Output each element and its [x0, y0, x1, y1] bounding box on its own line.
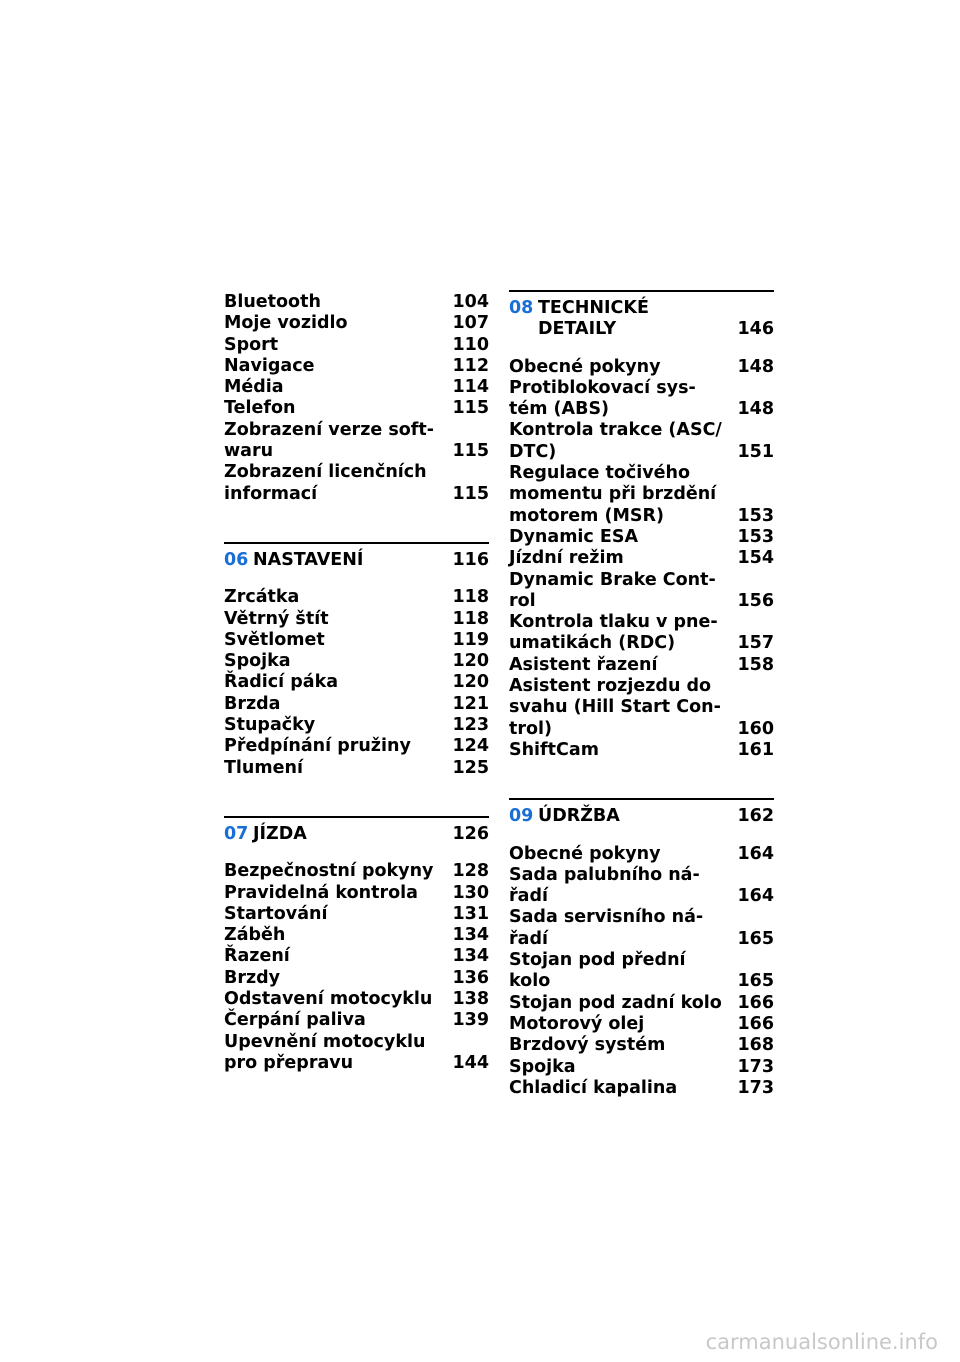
toc-entry-title: Spojka	[224, 651, 291, 672]
toc-entry-page: 115	[452, 441, 489, 462]
section-title: ÚDRŽBA	[538, 806, 620, 827]
toc-entry-title: Sport	[224, 334, 279, 355]
toc-section	[509, 290, 774, 761]
toc-entry-title: tém (ABS)	[509, 399, 610, 420]
toc-entry-page: 130	[452, 882, 489, 903]
toc-entry-page: 156	[737, 590, 774, 611]
toc-entry[interactable]	[224, 989, 489, 1010]
toc-entry[interactable]	[509, 570, 774, 613]
section-heading[interactable]	[509, 298, 774, 341]
toc-entry-title: Telefon	[224, 398, 296, 419]
toc-entry-title: Dynamic ESA	[509, 526, 639, 547]
toc-entry[interactable]	[224, 758, 489, 779]
toc-entry-page: 158	[737, 654, 774, 675]
toc-entry-title: Stupačky	[224, 715, 316, 736]
toc-entry-title: svahu (Hill Start Con-	[509, 697, 721, 718]
section-number: 09	[509, 806, 534, 827]
toc-entry-title: řadí	[509, 928, 548, 949]
section-heading[interactable]	[224, 824, 489, 845]
toc-entry-page: 120	[452, 651, 489, 672]
toc-entry[interactable]	[224, 398, 489, 419]
toc-entry[interactable]	[509, 907, 774, 950]
toc-entry-page: 120	[452, 672, 489, 693]
toc-entry-title: Pravidelná kontrola	[224, 882, 418, 903]
toc-entry-title: Stojan pod přední	[509, 950, 686, 971]
toc-entry-title: Předpínání pružiny	[224, 736, 411, 757]
toc-entry-page: 118	[452, 608, 489, 629]
toc-entry[interactable]	[224, 651, 489, 672]
section-page: 162	[737, 806, 774, 827]
section-number: 07	[224, 823, 249, 844]
section-title: DETAILY	[538, 319, 617, 340]
toc-entry-page: 165	[737, 928, 774, 949]
toc-entry[interactable]	[509, 548, 774, 569]
toc-entry-page: 125	[452, 757, 489, 778]
toc-entry-title: Motorový olej	[509, 1013, 645, 1034]
toc-entry-page: 164	[737, 886, 774, 907]
toc-entry[interactable]	[509, 655, 774, 676]
toc-entry-title: Brzdový systém	[509, 1035, 666, 1056]
toc-entry-title: Tlumení	[224, 757, 303, 778]
toc-entry[interactable]	[224, 630, 489, 651]
toc-entry[interactable]	[509, 612, 774, 655]
toc-section	[224, 816, 489, 1074]
toc-entry-page: 153	[737, 505, 774, 526]
toc-entry-title: umatikách (RDC)	[509, 633, 676, 654]
toc-entry-title: Odstavení motocyklu	[224, 989, 433, 1010]
toc-section	[224, 542, 489, 779]
toc-entry-title: Asistent rozjezdu do	[509, 676, 712, 697]
toc-entry[interactable]	[509, 865, 774, 908]
toc-entry-title: Navigace	[224, 355, 315, 376]
toc-entry-page: 148	[737, 399, 774, 420]
toc-entry[interactable]	[224, 420, 489, 463]
toc-entry-title: Sada servisního ná-	[509, 907, 704, 928]
toc-entry[interactable]	[224, 462, 489, 505]
toc-entry-title: Dynamic Brake Cont-	[509, 569, 716, 590]
section-page: 116	[452, 549, 489, 570]
toc-entry-title: Brzda	[224, 693, 281, 714]
toc-entry-page: 134	[452, 925, 489, 946]
toc-entry-title: Řazení	[224, 946, 290, 967]
toc-entry-page: 134	[452, 946, 489, 967]
toc-entry-title: Brzdy	[224, 967, 281, 988]
toc-entry[interactable]	[224, 861, 489, 882]
toc-entry-title: Obecné pokyny	[509, 843, 661, 864]
toc-entry[interactable]	[224, 946, 489, 967]
toc-entry-title: Větrný štít	[224, 608, 329, 629]
toc-entry-title: Kontrola tlaku v pne-	[509, 612, 718, 633]
toc-entry[interactable]	[509, 740, 774, 761]
toc-section	[509, 798, 774, 1099]
toc-entry-title: Světlomet	[224, 629, 325, 650]
toc-entry-page: 128	[452, 861, 489, 882]
toc-entry[interactable]	[224, 313, 489, 334]
toc-entry-page: 173	[737, 1056, 774, 1077]
toc-entry-title: Média	[224, 377, 284, 398]
toc-entry[interactable]	[509, 463, 774, 527]
toc-entry-page: 112	[452, 355, 489, 376]
toc-entry[interactable]	[224, 292, 489, 313]
toc-entry-page: 144	[452, 1052, 489, 1073]
toc-entry[interactable]	[509, 420, 774, 463]
toc-entry[interactable]	[509, 844, 774, 865]
toc-entry-page: 148	[737, 356, 774, 377]
toc-entry-page: 160	[737, 718, 774, 739]
toc-entry-page: 166	[737, 992, 774, 1013]
toc-entry-page: 153	[737, 526, 774, 547]
toc-entry-title: Čerpání paliva	[224, 1010, 366, 1031]
toc-entry-title: Startování	[224, 903, 328, 924]
toc-entry-title: Zrcátka	[224, 587, 300, 608]
toc-entry-title: Bluetooth	[224, 292, 321, 312]
section-number: 08	[509, 298, 534, 318]
toc-entry[interactable]	[224, 883, 489, 904]
toc-entry-title: Moje vozidlo	[224, 313, 348, 334]
toc-entry-page: 104	[452, 292, 489, 312]
toc-entry-page: 173	[737, 1077, 774, 1098]
toc-entry-title: Asistent řazení	[509, 654, 658, 675]
toc-entry-page: 139	[452, 1010, 489, 1031]
toc-entry-page: 164	[737, 843, 774, 864]
toc-entry[interactable]	[224, 1032, 489, 1075]
toc-entry-page: 115	[452, 483, 489, 504]
toc-entry[interactable]	[224, 925, 489, 946]
section-number: 06	[224, 549, 249, 570]
toc-entry-page: 110	[452, 334, 489, 355]
toc-entry-page: 131	[452, 903, 489, 924]
toc-entry-page: 161	[737, 739, 774, 760]
toc-entry[interactable]	[224, 904, 489, 925]
toc-entry[interactable]	[509, 676, 774, 740]
toc-entry[interactable]	[224, 1010, 489, 1031]
toc-entry-page: 165	[737, 971, 774, 992]
toc-entry-page: 136	[452, 967, 489, 988]
toc-entry[interactable]	[509, 993, 774, 1014]
toc-entry-page: 168	[737, 1035, 774, 1056]
toc-entry[interactable]	[224, 736, 489, 757]
toc-entry[interactable]	[224, 377, 489, 398]
toc-entry-title: Bezpečnostní pokyny	[224, 861, 434, 882]
toc-entry-title: Chladicí kapalina	[509, 1077, 678, 1098]
toc-entry-page: 114	[452, 377, 489, 398]
toc-entry-title: Řadicí páka	[224, 672, 339, 693]
toc-entry-title: Upevnění motocyklu	[224, 1031, 426, 1052]
toc-entry-page: 121	[452, 693, 489, 714]
toc-entry[interactable]	[224, 968, 489, 989]
toc-entry-title: rol	[509, 590, 536, 611]
toc-entry-title: momentu při brzdění	[509, 484, 717, 505]
toc-entry[interactable]	[224, 715, 489, 736]
toc-left-column	[224, 292, 489, 1074]
toc-entry-page: 107	[452, 313, 489, 334]
toc-entry-page: 115	[452, 398, 489, 419]
toc-entry-title: Zobrazení verze soft-	[224, 419, 435, 440]
toc-entry[interactable]	[224, 672, 489, 693]
toc-entry[interactable]	[509, 1078, 774, 1099]
section-title: JÍZDA	[253, 823, 307, 844]
toc-entry-title: Stojan pod zadní kolo	[509, 992, 722, 1013]
toc-entry-title: Protiblokovací sys-	[509, 377, 696, 398]
toc-entry-page: 154	[737, 548, 774, 569]
section-heading[interactable]	[509, 806, 774, 827]
toc-entry-title: ShiftCam	[509, 739, 599, 760]
toc-entry[interactable]	[509, 378, 774, 421]
toc-entry-title: Kontrola trakce (ASC/	[509, 420, 722, 441]
toc-entry[interactable]	[224, 356, 489, 377]
toc-entry-title: informací	[224, 483, 318, 504]
toc-entry-title: kolo	[509, 971, 551, 992]
section-page: 126	[452, 823, 489, 844]
section-title: TECHNICKÉ	[538, 298, 649, 318]
toc-entry[interactable]	[509, 357, 774, 378]
toc-entry-title: Spojka	[509, 1056, 576, 1077]
toc-entry[interactable]	[509, 1057, 774, 1078]
toc-entry[interactable]	[509, 950, 774, 993]
toc-entry[interactable]	[224, 694, 489, 715]
toc-entry-title: Záběh	[224, 925, 286, 946]
toc-entry[interactable]	[509, 1014, 774, 1035]
toc-entry-page: 151	[737, 441, 774, 462]
toc-entry-title: DTC)	[509, 441, 557, 462]
toc-entry-page: 138	[452, 989, 489, 1010]
toc-entry[interactable]	[509, 527, 774, 548]
toc-entry-page: 166	[737, 1013, 774, 1034]
toc-entry-title: trol)	[509, 718, 553, 739]
toc-entry-title: pro přepravu	[224, 1052, 354, 1073]
watermark: carmanualsonline.info	[705, 1330, 938, 1354]
toc-entry[interactable]	[509, 1035, 774, 1056]
toc-entry-title: waru	[224, 441, 274, 462]
toc-entry[interactable]	[224, 587, 489, 608]
toc-right-column	[509, 290, 774, 1099]
section-title: NASTAVENÍ	[253, 549, 364, 570]
toc-entry-title: motorem (MSR)	[509, 505, 664, 526]
toc-entry-page: 123	[452, 715, 489, 736]
toc-entry-page: 119	[452, 629, 489, 650]
section-heading[interactable]	[224, 550, 489, 571]
toc-entry-title: Regulace točivého	[509, 463, 690, 484]
toc-entry-title: Jízdní režim	[509, 548, 624, 569]
toc-entry[interactable]	[224, 609, 489, 630]
toc-entry-page: 118	[452, 587, 489, 608]
section-page: 146	[737, 319, 774, 340]
toc-entry-title: Zobrazení licenčních	[224, 462, 427, 483]
toc-entry-page: 124	[452, 736, 489, 757]
toc-entry-title: řadí	[509, 886, 548, 907]
toc-entry-page: 157	[737, 633, 774, 654]
toc-entry-title: Sada palubního ná-	[509, 864, 700, 885]
toc-entry[interactable]	[224, 335, 489, 356]
toc-entry-title: Obecné pokyny	[509, 356, 661, 377]
